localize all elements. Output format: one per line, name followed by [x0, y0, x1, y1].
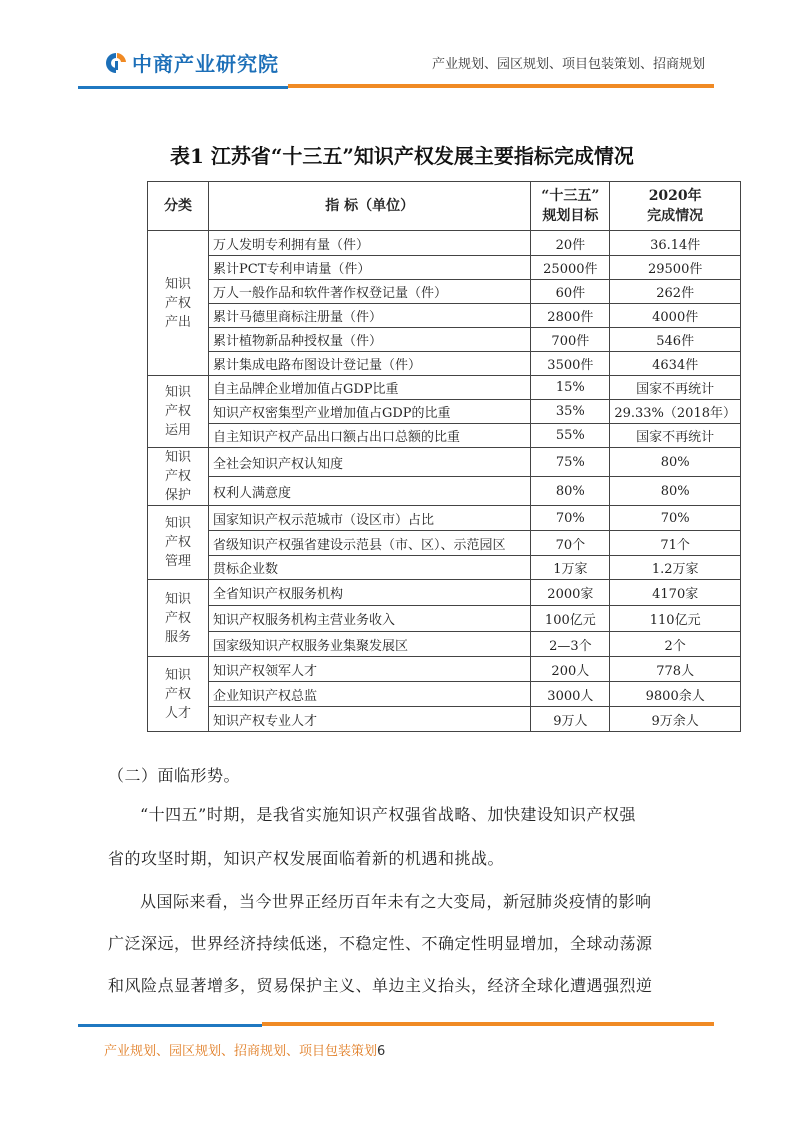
body-line-4: 广泛深远，世界经济持续低迷，不稳定性、不确定性明显增加，全球动荡源	[108, 934, 653, 953]
category-cell: 知识 产权 管理	[148, 506, 209, 580]
table-row	[148, 632, 741, 657]
table-header-row	[148, 182, 741, 231]
table-row	[148, 304, 741, 328]
table-row	[148, 448, 741, 477]
indicator-cell: 知识产权专业人才	[209, 707, 531, 732]
target-cell: 3500件	[531, 352, 610, 376]
actual-cell: 9万余人	[610, 707, 741, 732]
indicator-cell: 自主品牌企业增加值占GDP比重	[209, 376, 531, 400]
body-line-5: 和风险点显著增多，贸易保护主义、单边主义抬头，经济全球化遭遇强烈逆	[108, 976, 653, 995]
table-row	[148, 682, 741, 707]
indicator-cell: 全省知识产权服务机构	[209, 580, 531, 606]
table-row	[148, 424, 741, 448]
footer-rule-orange	[262, 1022, 714, 1026]
header-target	[531, 182, 610, 231]
actual-cell: 4170家	[610, 580, 741, 606]
actual-cell: 9800余人	[610, 682, 741, 707]
actual-cell: 778人	[610, 657, 741, 682]
target-cell: 2—3个	[531, 632, 610, 657]
target-cell: 9万人	[531, 707, 610, 732]
target-cell: 3000人	[531, 682, 610, 707]
table-row	[148, 280, 741, 304]
target-cell: 15%	[531, 376, 610, 400]
table-row	[148, 352, 741, 376]
header-indicator: 指 标（单位）	[209, 182, 531, 231]
target-cell: 100亿元	[531, 606, 610, 632]
indicator-cell: 国家级知识产权服务业集聚发展区	[209, 632, 531, 657]
table-row	[148, 400, 741, 424]
target-cell: 60件	[531, 280, 610, 304]
header-target-line1: “十三五”	[541, 188, 600, 204]
table-row	[148, 477, 741, 506]
category-cell: 知识 产权 运用	[148, 376, 209, 448]
actual-cell: 546件	[610, 328, 741, 352]
table-row	[148, 707, 741, 732]
target-cell: 2000家	[531, 580, 610, 606]
header-actual	[610, 182, 741, 231]
actual-cell: 4000件	[610, 304, 741, 328]
header-rule-blue	[78, 86, 288, 89]
actual-cell: 80%	[610, 448, 741, 477]
indicator-cell: 万人发明专利拥有量（件）	[209, 231, 531, 256]
actual-cell: 71个	[610, 531, 741, 556]
actual-cell: 36.14件	[610, 231, 741, 256]
section-heading: （二）面临形势。	[108, 766, 241, 785]
indicator-cell: 累计集成电路布图设计登记量（件）	[209, 352, 531, 376]
target-cell: 2800件	[531, 304, 610, 328]
actual-cell: 2个	[610, 632, 741, 657]
body-line-2: 省的攻坚时期，知识产权发展面临着新的机遇和挑战。	[108, 849, 505, 868]
indicator-cell: 万人一般作品和软件著作权登记量（件）	[209, 280, 531, 304]
table-row	[148, 556, 741, 580]
indicator-table	[147, 181, 741, 732]
target-cell: 80%	[531, 477, 610, 506]
indicator-cell: 省级知识产权强省建设示范县（市、区）、示范园区	[209, 531, 531, 556]
category-cell: 知识 产权 保护	[148, 448, 209, 506]
category-cell: 知识 产权 人才	[148, 657, 209, 732]
target-cell: 35%	[531, 400, 610, 424]
logo-icon	[104, 51, 128, 75]
footer-text: 产业规划、园区规划、招商规划、项目包装策划	[104, 1044, 378, 1059]
target-cell: 70个	[531, 531, 610, 556]
target-cell: 700件	[531, 328, 610, 352]
table-row	[148, 328, 741, 352]
indicator-cell: 累计马德里商标注册量（件）	[209, 304, 531, 328]
indicator-cell: 企业知识产权总监	[209, 682, 531, 707]
table-row	[148, 231, 741, 256]
indicator-cell: 国家知识产权示范城市（设区市）占比	[209, 506, 531, 531]
indicator-cell: 贯标企业数	[209, 556, 531, 580]
table-row	[148, 580, 741, 606]
header-tagline: 产业规划、园区规划、项目包装策划、招商规划	[431, 57, 705, 72]
header-category: 分类	[148, 182, 209, 231]
target-cell: 200人	[531, 657, 610, 682]
indicator-cell: 知识产权领军人才	[209, 657, 531, 682]
actual-cell: 1.2万家	[610, 556, 741, 580]
footer	[104, 1040, 385, 1059]
category-cell: 知识 产权 产出	[148, 231, 209, 376]
actual-cell: 110亿元	[610, 606, 741, 632]
table-title: 表1 江苏省“十三五”知识产权发展主要指标完成情况	[170, 144, 634, 168]
indicator-cell: 累计植物新品种授权量（件）	[209, 328, 531, 352]
category-cell: 知识 产权 服务	[148, 580, 209, 657]
body-line-3: 从国际来看，当今世界正经历百年未有之大变局，新冠肺炎疫情的影响	[140, 892, 652, 911]
actual-cell: 4634件	[610, 352, 741, 376]
actual-cell: 29500件	[610, 256, 741, 280]
target-cell: 20件	[531, 231, 610, 256]
actual-cell: 国家不再统计	[610, 376, 741, 400]
header-target-line2: 规划目标	[542, 208, 599, 224]
header-logo	[104, 48, 279, 77]
indicator-cell: 知识产权服务机构主营业务收入	[209, 606, 531, 632]
actual-cell: 80%	[610, 477, 741, 506]
table-row	[148, 531, 741, 556]
actual-cell: 262件	[610, 280, 741, 304]
target-cell: 25000件	[531, 256, 610, 280]
table-row	[148, 256, 741, 280]
indicator-cell: 知识产权密集型产业增加值占GDP的比重	[209, 400, 531, 424]
indicator-cell: 权利人满意度	[209, 477, 531, 506]
indicator-cell: 累计PCT专利申请量（件）	[209, 256, 531, 280]
header-actual-line1: 2020年	[648, 188, 702, 204]
target-cell: 75%	[531, 448, 610, 477]
actual-cell: 国家不再统计	[610, 424, 741, 448]
indicator-cell: 全社会知识产权认知度	[209, 448, 531, 477]
table-row	[148, 506, 741, 531]
table-row	[148, 376, 741, 400]
header-rule-orange	[288, 84, 714, 88]
table-row	[148, 657, 741, 682]
target-cell: 55%	[531, 424, 610, 448]
actual-cell: 29.33%（2018年）	[610, 400, 741, 424]
target-cell: 70%	[531, 506, 610, 531]
indicator-cell: 自主知识产权产品出口额占出口总额的比重	[209, 424, 531, 448]
page-number: 6	[377, 1044, 386, 1059]
actual-cell: 70%	[610, 506, 741, 531]
table-row	[148, 606, 741, 632]
footer-rule-blue	[78, 1024, 262, 1027]
body-line-1: “十四五”时期，是我省实施知识产权强省战略、加快建设知识产权强	[140, 805, 636, 824]
header-actual-line2: 完成情况	[647, 208, 704, 224]
logo-text: 中商产业研究院	[132, 52, 279, 76]
target-cell: 1万家	[531, 556, 610, 580]
